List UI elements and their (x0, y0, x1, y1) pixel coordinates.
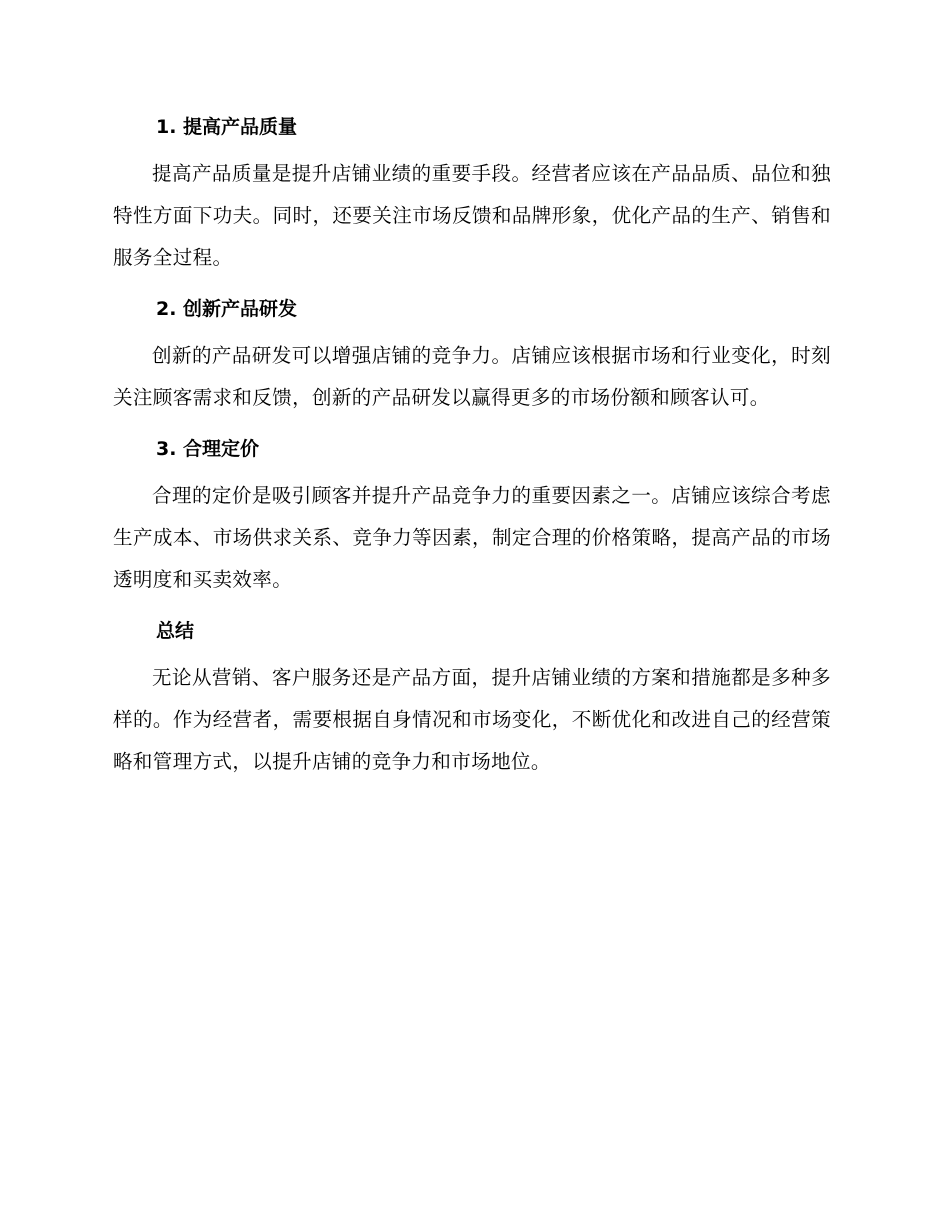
section-heading: 3. 合理定价 (156, 438, 260, 460)
section-heading: 总结 (156, 620, 195, 642)
section-heading: 1. 提高产品质量 (156, 116, 298, 138)
section-heading: 2. 创新产品研发 (156, 298, 298, 320)
section-paragraph: 创新的产品研发可以增强店铺的竞争力。店铺应该根据市场和行业变化，时刻关注顾客需求和反馈，创新的产品研发以赢得更多的市场份额和顾客认可。 (113, 344, 831, 409)
section-summary (113, 612, 831, 783)
section-pricing (113, 430, 831, 601)
section-innovate-rd (113, 290, 831, 419)
section-improve-quality (113, 108, 831, 279)
section-paragraph: 合理的定价是吸引顾客并提升产品竞争力的重要因素之一。店铺应该综合考虑生产成本、市场供求关系、竞争力等因素，制定合理的价格策略，提高产品的市场透明度和买卖效率。 (113, 484, 831, 591)
section-paragraph: 提高产品质量是提升店铺业绩的重要手段。经营者应该在产品品质、品位和独特性方面下功夫。同时，还要关注市场反馈和品牌形象，优化产品的生产、销售和服务全过程。 (113, 162, 831, 269)
section-paragraph: 无论从营销、客户服务还是产品方面，提升店铺业绩的方案和措施都是多种多样的。作为经营者，需要根据自身情况和市场变化，不断优化和改进自己的经营策略和管理方式，以提升店铺的竞争力和市场地位。 (113, 666, 831, 773)
document-content (113, 108, 831, 794)
